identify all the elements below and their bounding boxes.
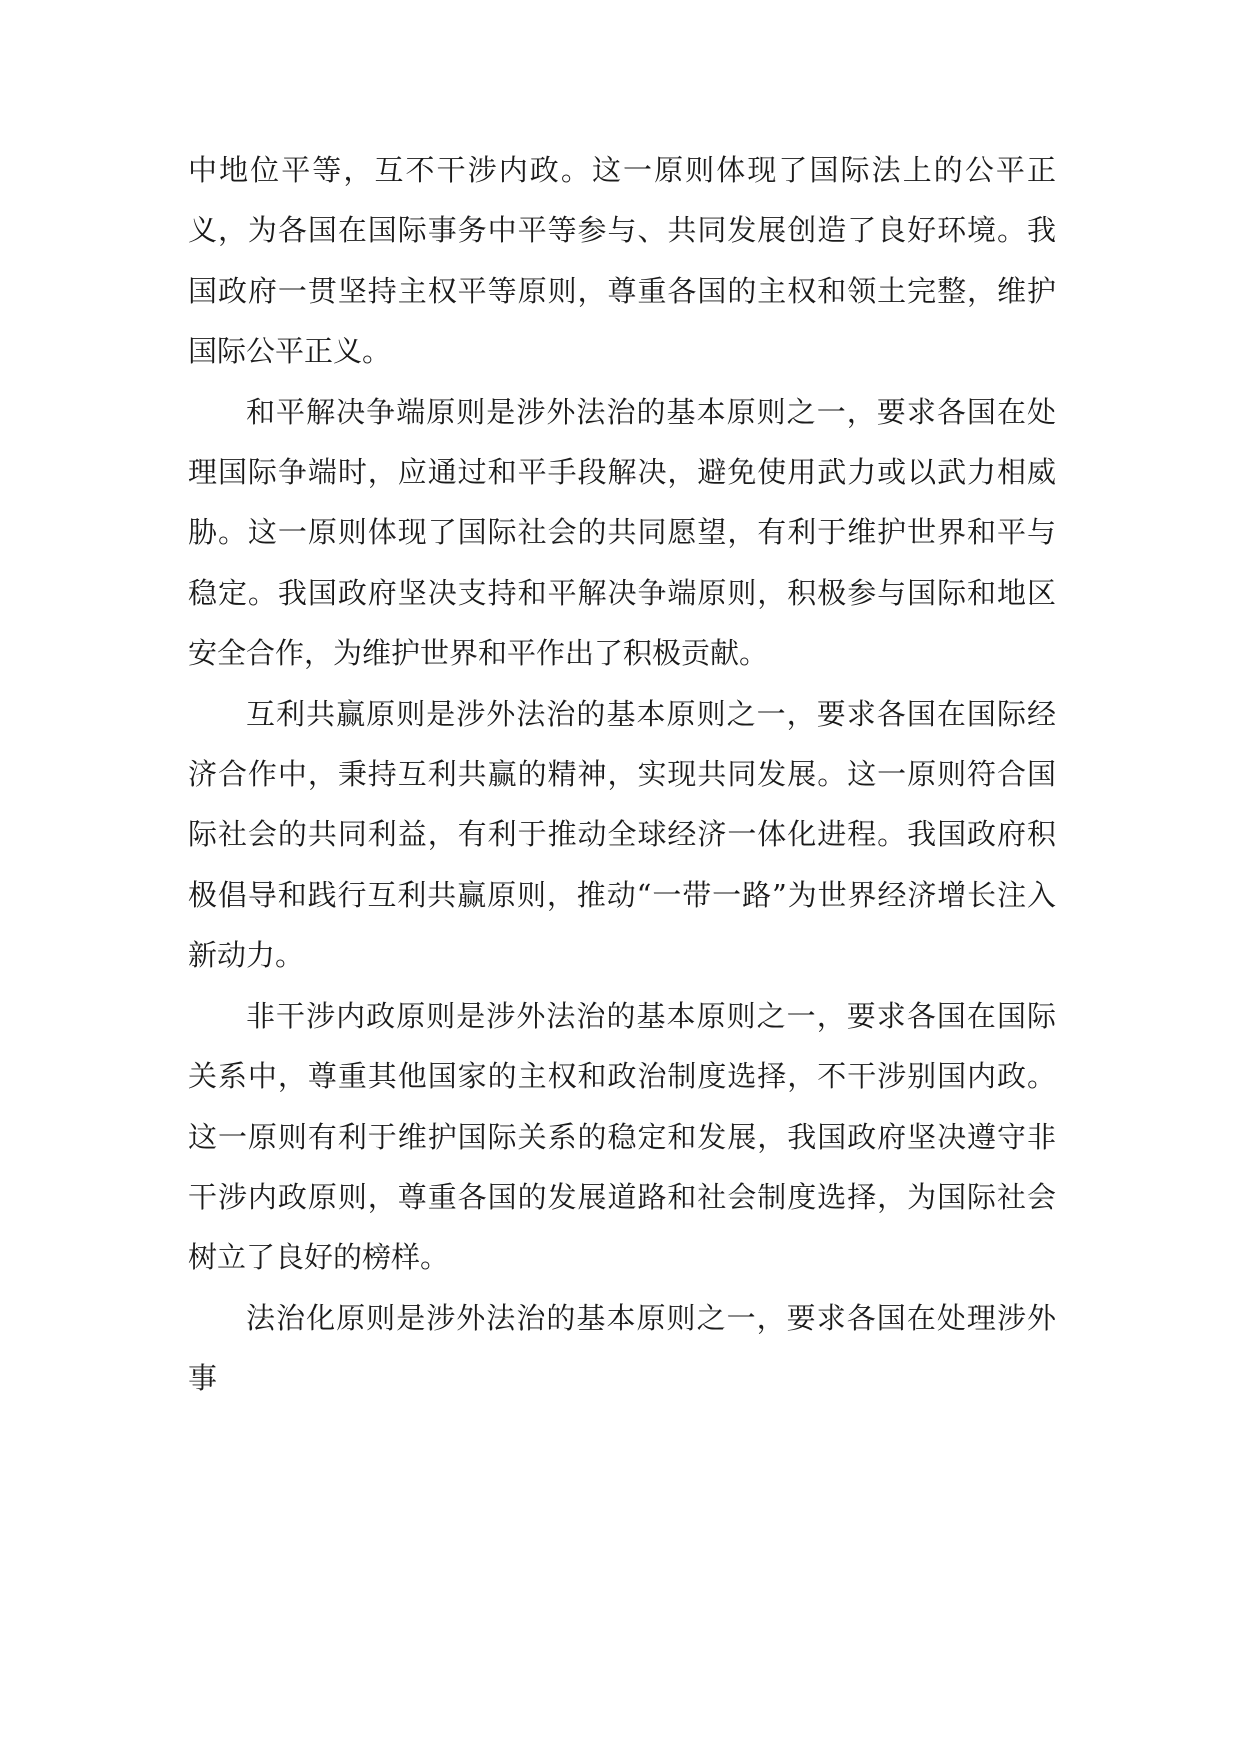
- paragraph-non-interference: 非干涉内政原则是涉外法治的基本原则之一，要求各国在国际关系中，尊重其他国家的主权和政治制度选择，不干涉别国内政。这一原则有利于维护国际关系的稳定和发展，我国政府坚决遵守非干涉内政原则，尊重各国的发展道路和社会制度选择，为国际社会树立了良好的榜样。: [188, 998, 1056, 1275]
- paragraph-rule-of-law: 法治化原则是涉外法治的基本原则之一，要求各国在处理涉外事: [188, 1300, 1056, 1396]
- paragraph-sovereign-equality: 中地位平等，互不干涉内政。这一原则体现了国际法上的公平正义，为各国在国际事务中平等参与、共同发展创造了良好环境。我国政府一贯坚持主权平等原则，尊重各国的主权和领土完整，维护国际公平正义。: [188, 153, 1056, 369]
- paragraph-peaceful-settlement: 和平解决争端原则是涉外法治的基本原则之一，要求各国在处理国际争端时，应通过和平手段解决，避免使用武力或以武力相威胁。这一原则体现了国际社会的共同愿望，有利于维护世界和平与稳定。我国政府坚决支持和平解决争端原则，积极参与国际和地区安全合作，为维护世界和平作出了积极贡献。: [188, 394, 1056, 671]
- paragraph-mutual-benefit: 互利共赢原则是涉外法治的基本原则之一，要求各国在国际经济合作中，秉持互利共赢的精神，实现共同发展。这一原则符合国际社会的共同利益，有利于推动全球经济一体化进程。我国政府积极倡导和践行互利共赢原则，推动“一带一路”为世界经济增长注入新动力。: [188, 696, 1056, 973]
- document-body: [188, 140, 1056, 1409]
